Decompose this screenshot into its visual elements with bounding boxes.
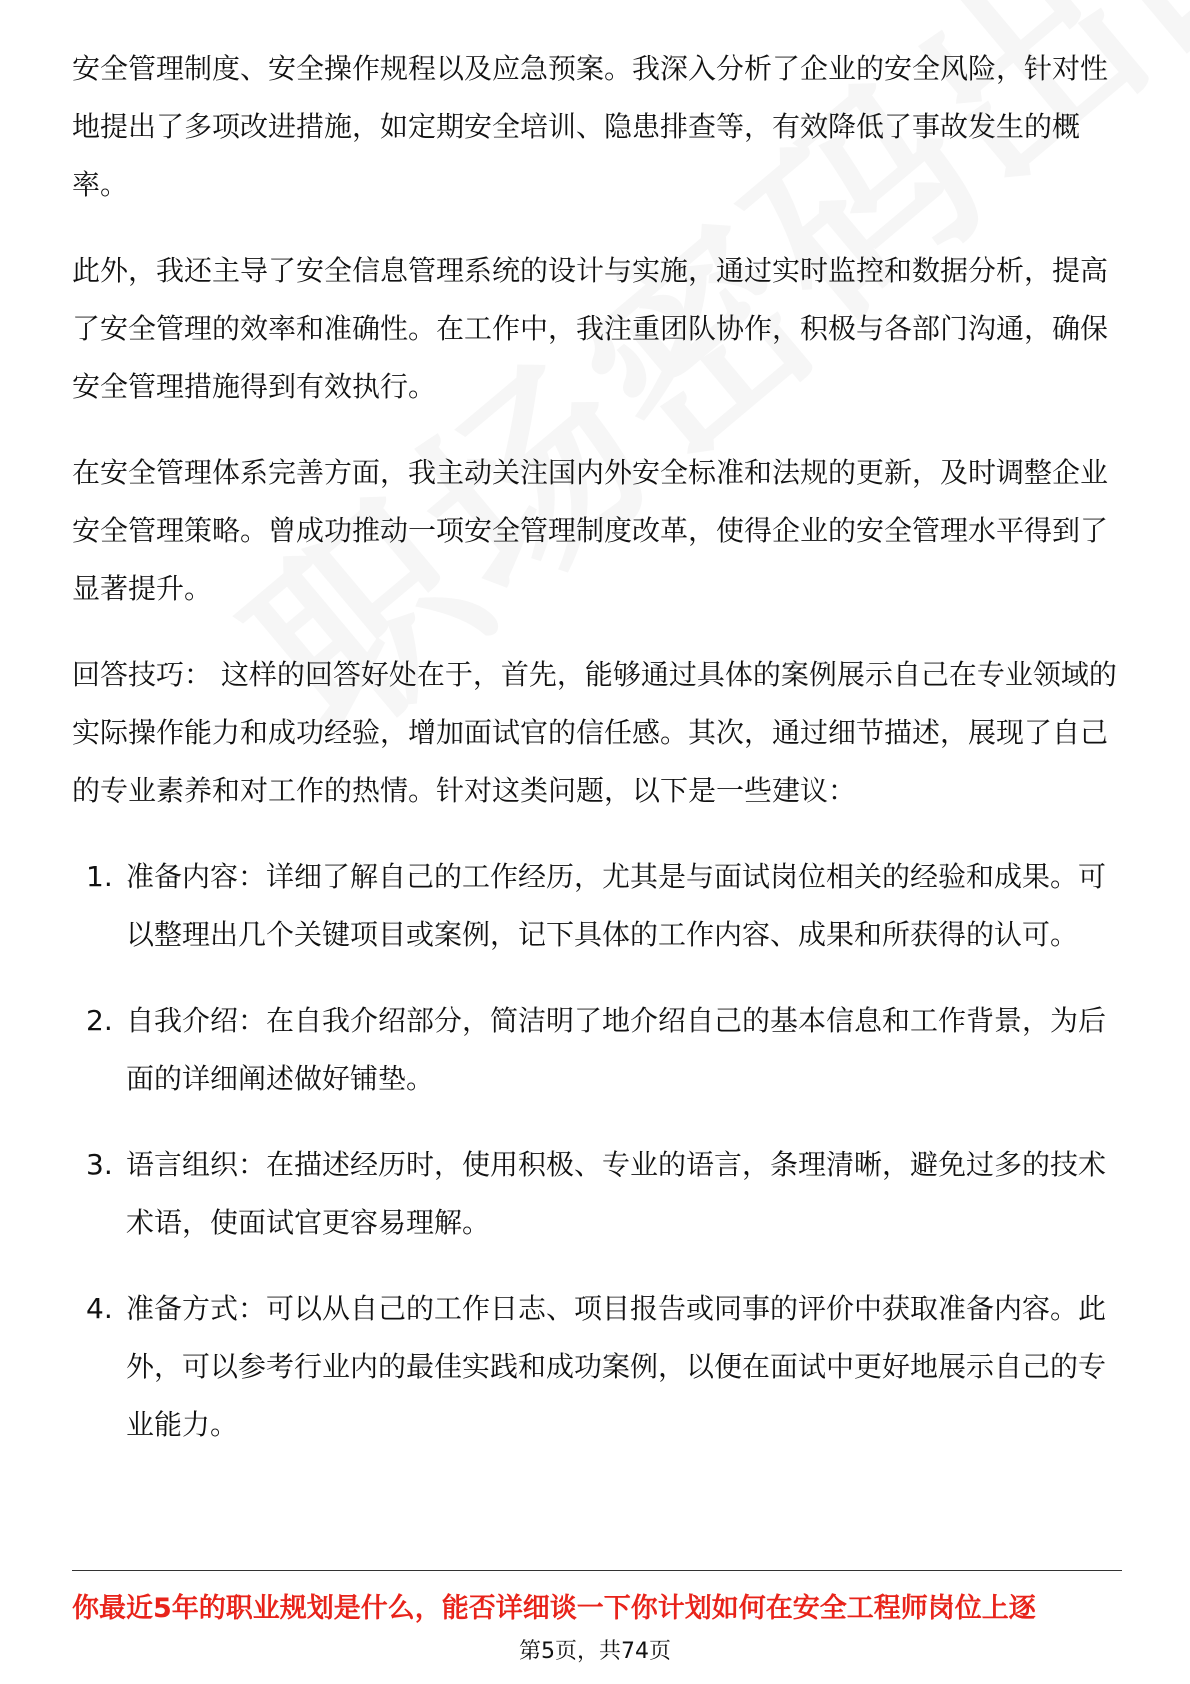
list-item-number: 3. bbox=[86, 1148, 113, 1181]
paragraph-information-system: 此外，我还主导了安全信息管理系统的设计与实施，通过实时监控和数据分析，提高了安全管理的效率和准确性。在工作中，我注重团队协作，积极与各部门沟通，确保安全管理措施得到有效执行。 bbox=[72, 254, 1109, 403]
paragraph-system-improvement: 在安全管理体系完善方面，我主动关注国内外安全标准和法规的更新，及时调整企业安全管理策略。曾成功推动一项安全管理制度改革，使得企业的安全管理水平得到了显著提升。 bbox=[72, 456, 1109, 605]
document-body bbox=[72, 40, 1122, 1482]
list-item bbox=[72, 1280, 1122, 1454]
list-item-text: 语言组织：在描述经历时，使用积极、专业的语言，条理清晰，避免过多的技术术语，使面试官更容易理解。 bbox=[126, 1148, 1107, 1239]
tips-list bbox=[72, 848, 1122, 1454]
next-question-heading: 你最近5年的职业规划是什么，能否详细谈一下你计划如何在安全工程师岗位上逐 bbox=[72, 1593, 1036, 1624]
section-divider bbox=[72, 1570, 1122, 1571]
list-item bbox=[72, 992, 1122, 1108]
list-item-text: 准备内容：详细了解自己的工作经历，尤其是与面试岗位相关的经验和成果。可以整理出几个关键项目或案例，记下具体的工作内容、成果和所获得的认可。 bbox=[126, 860, 1107, 951]
list-item-text: 自我介绍：在自我介绍部分，简洁明了地介绍自己的基本信息和工作背景，为后面的详细阐述做好铺垫。 bbox=[126, 1004, 1107, 1095]
list-item-number: 2. bbox=[86, 1004, 113, 1037]
list-item-number: 1. bbox=[86, 860, 113, 893]
paragraph-experience-continued: 安全管理制度、安全操作规程以及应急预案。我深入分析了企业的安全风险，针对性地提出了多项改进措施，如定期安全培训、隐患排查等，有效降低了事故发生的概率。 bbox=[72, 52, 1109, 201]
list-item bbox=[72, 1136, 1122, 1252]
list-item-number: 4. bbox=[86, 1292, 113, 1325]
list-item bbox=[72, 848, 1122, 964]
paragraph-answer-tips: 回答技巧： 这样的回答好处在于，首先，能够通过具体的案例展示自己在专业领域的实际操作能力和成功经验，增加面试官的信任感。其次，通过细节描述，展现了自己的专业素养和对工作的热情。针对这类问题，以下是一些建议： bbox=[72, 658, 1117, 807]
page-number: 第5页，共74页 bbox=[519, 1639, 671, 1664]
list-item-text: 准备方式：可以从自己的工作日志、项目报告或同事的评价中获取准备内容。此外，可以参考行业内的最佳实践和成功案例，以便在面试中更好地展示自己的专业能力。 bbox=[126, 1292, 1107, 1441]
